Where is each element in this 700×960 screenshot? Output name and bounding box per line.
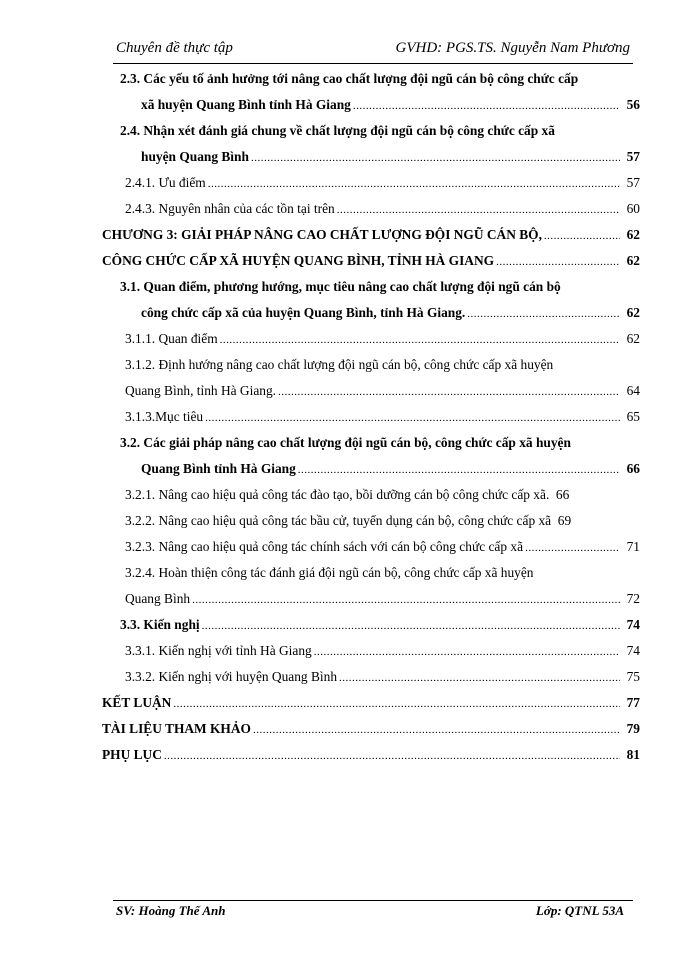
toc-entry-3-2-cont[interactable]: Quang Bình tỉnh Hà Giang ..... 66 xyxy=(141,459,640,479)
footer-right: Lớp: QTNL 53A xyxy=(535,903,624,918)
toc-entry-3-2[interactable]: 3.2. Các giải pháp nâng cao chất lượng đội ngũ cán bộ, công chức cấp xã huyện xyxy=(120,435,571,450)
toc-appendix[interactable]: PHỤ LỤC ..... 81 xyxy=(102,745,640,765)
toc-entry-3-2-3[interactable]: 3.2.3. Nâng cao hiệu quả công tác chính sách với cán bộ công chức cấp xã ..... 71 xyxy=(125,537,640,557)
footer-left: SV: Hoàng Thế Anh xyxy=(116,903,226,918)
toc-entry-2-4-cont[interactable]: huyện Quang Bình ..... 57 xyxy=(141,147,640,167)
page-footer xyxy=(116,903,624,919)
toc-entry-3-2-4[interactable]: 3.2.4. Hoàn thiện công tác đánh giá đội ngũ cán bộ, công chức cấp xã huyện xyxy=(125,565,534,580)
toc-entry-2-3-cont[interactable]: xã huyện Quang Bình tỉnh Hà Giang ..... 56 xyxy=(141,95,640,115)
toc-entry-3-1[interactable]: 3.1. Quan điểm, phương hướng, mục tiêu nâng cao chất lượng đội ngũ cán bộ xyxy=(120,279,561,294)
toc-conclusion[interactable]: KẾT LUẬN ..... 77 xyxy=(102,693,640,713)
header-right: GVHD: PGS.TS. Nguyễn Nam Phương xyxy=(395,40,630,56)
toc-entry-3-2-4-cont[interactable]: Quang Bình ..... 72 xyxy=(125,589,640,609)
toc-entry-3-2-1[interactable]: 3.2.1. Nâng cao hiệu quả công tác đào tạo, bồi dưỡng cán bộ công chức cấp xã. 66 xyxy=(125,487,570,502)
toc-entry-3-3-2[interactable]: 3.3.2. Kiến nghị với huyện Quang Bình ..... 75 xyxy=(125,667,640,687)
toc-chapter-3-cont[interactable]: CÔNG CHỨC CẤP XÃ HUYỆN QUANG BÌNH, TỈNH HÀ GIANG ..... 62 xyxy=(102,251,640,271)
toc-entry-3-1-cont[interactable]: công chức cấp xã của huyện Quang Bình, tỉnh Hà Giang. ..... 62 xyxy=(141,303,640,323)
toc-chapter-3[interactable]: CHƯƠNG 3: GIẢI PHÁP NÂNG CAO CHẤT LƯỢNG ĐỘI NGŨ CÁN BỘ, ..... 62 xyxy=(102,225,640,245)
toc-references[interactable]: TÀI LIỆU THAM KHẢO ..... 79 xyxy=(102,719,640,739)
toc-entry-3-3-1[interactable]: 3.3.1. Kiến nghị với tỉnh Hà Giang ..... 74 xyxy=(125,641,640,661)
toc-entry-3-1-2[interactable]: 3.1.2. Định hướng nâng cao chất lượng đội ngũ cán bộ, công chức cấp xã huyện xyxy=(125,357,554,372)
toc-entry-2-4-1[interactable]: 2.4.1. Ưu điểm ..... 57 xyxy=(125,173,640,193)
toc-entry-2-3[interactable]: 2.3. Các yếu tố ảnh hưởng tới nâng cao chất lượng đội ngũ cán bộ công chức cấp xyxy=(120,71,579,86)
header-left: Chuyên đề thực tập xyxy=(116,40,233,56)
toc-entry-2-4-3[interactable]: 2.4.3. Nguyên nhân của các tồn tại trên ..... 60 xyxy=(125,199,640,219)
toc-entry-2-4[interactable]: 2.4. Nhận xét đánh giá chung về chất lượng đội ngũ cán bộ công chức cấp xã xyxy=(120,123,555,138)
toc-entry-3-2-2[interactable]: 3.2.2. Nâng cao hiệu quả công tác bầu cử, tuyển dụng cán bộ, công chức cấp xã 69 xyxy=(125,513,572,528)
toc-entry-3-1-2-cont[interactable]: Quang Bình, tỉnh Hà Giang. ..... 64 xyxy=(125,381,640,401)
toc-entry-3-3[interactable]: 3.3. Kiến nghị ..... 74 xyxy=(120,615,640,635)
toc-entry-3-1-1[interactable]: 3.1.1. Quan điểm ..... 62 xyxy=(125,329,640,349)
footer-divider xyxy=(113,900,633,901)
toc-entry-3-1-3[interactable]: 3.1.3.Mục tiêu ..... 65 xyxy=(125,407,640,427)
